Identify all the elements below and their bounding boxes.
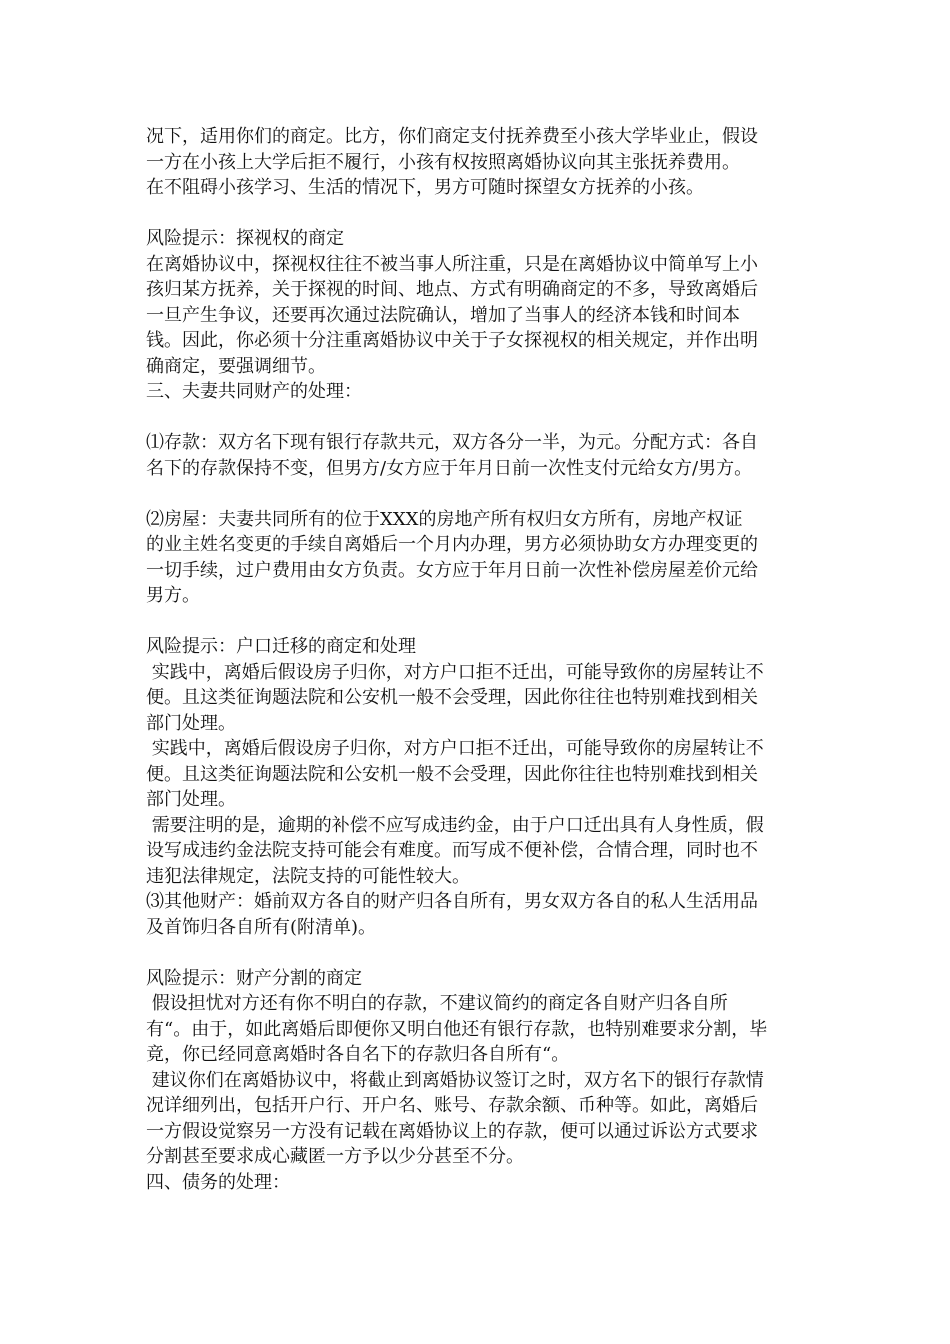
text-line: ⑵房屋：夫妻共同所有的位于XXX的房地产所有权归女方所有，房地产权证 (146, 508, 743, 530)
text-line: 需要注明的是，逾期的补偿不应写成违约金，由于户口迁出具有人身性质，假 (146, 814, 764, 836)
text-line: 一方在小孩上大学后拒不履行，小孩有权按照离婚协议向其主张抚养费用。 (146, 151, 740, 173)
text-line: 设写成违约金法院支持可能会有难度。而写成不便补偿，合情合理，同时也不 (146, 840, 758, 861)
text-line: 及首饰归各自所有(附清单)。 (146, 916, 377, 938)
text-line: 在离婚协议中，探视权往往不被当事人所注重，只是在离婚协议中简单写上小 (146, 253, 758, 275)
text-line: 部门处理。 (146, 789, 236, 810)
text-line: 确商定，要强调细节。 (146, 355, 326, 377)
text-line: 名下的存款保持不变，但男方/女方应于年月日前一次性支付元给女方/男方。 (146, 457, 753, 479)
text-line: 风险提示：财产分割的商定 (146, 967, 362, 989)
blank-line (146, 481, 806, 507)
text-line: 有“。由于，如此离婚后即便你又明白他还有银行存款，也特别难要求分割，毕 (146, 1018, 768, 1040)
blank-line (146, 940, 806, 966)
text-line: 部门处理。 (146, 712, 236, 734)
text-line: 实践中，离婚后假设房子归你，对方户口拒不迁出，可能导致你的房屋转让不 (146, 738, 764, 759)
text-line: 实践中，离婚后假设房子归你，对方户口拒不迁出，可能导致你的房屋转让不 (146, 661, 764, 683)
text-line: 竟，你已经同意离婚时各自名下的存款归各自所有“。 (146, 1044, 570, 1065)
text-line: ⑴存款：双方名下现有银行存款共元，双方各分一半，为元。分配方式：各自 (146, 432, 758, 453)
text-line: 假设担忧对方还有你不明白的存款，不建议简约的商定各自财产归各自所 (146, 993, 728, 1014)
text-line: 便。且这类征询题法院和公安机一般不会受理，因此你往往也特别难找到相关 (146, 763, 758, 785)
text-line: 分割甚至要求成心藏匿一方予以少分甚至不分。 (146, 1146, 524, 1167)
text-line: 一旦产生争议，还要再次通过法院确认，增加了当事人的经济本钱和时间本 (146, 304, 740, 326)
text-line: 便。且这类征询题法院和公安机一般不会受理，因此你往往也特别难找到相关 (146, 687, 758, 708)
text-line: 建议你们在离婚协议中，将截止到离婚协议签订之时，双方名下的银行存款情 (146, 1069, 764, 1091)
text-line: 风险提示：户口迁移的商定和处理 (146, 636, 416, 657)
text-line: 在不阻碍小孩学习、生活的情况下，男方可随时探望女方抚养的小孩。 (146, 177, 704, 198)
text-line: 风险提示：探视权的商定 (146, 228, 344, 249)
blank-line (146, 609, 806, 635)
text-line: 男方。 (146, 585, 200, 606)
text-line: ⑶其他财产：婚前双方各自的财产归各自所有，男女双方各自的私人生活用品 (146, 891, 758, 912)
text-line: 违犯法律规定，法院支持的可能性较大。 (146, 865, 470, 887)
document-body (146, 124, 806, 1195)
text-line: 四、债务的处理： (146, 1171, 290, 1193)
text-line: 孩归某方抚养，关于探视的时间、地点、方式有明确商定的不多，导致离婚后 (146, 279, 758, 300)
text-line: 一方假设觉察另一方没有记载在离婚协议上的存款，便可以通过诉讼方式要求 (146, 1120, 758, 1142)
text-line: 况详细列出，包括开户行、开户名、账号、存款余额、币种等。如此，离婚后 (146, 1095, 758, 1116)
blank-line (146, 405, 806, 431)
text-line: 一切手续，过户费用由女方负责。女方应于年月日前一次性补偿房屋差价元给 (146, 559, 758, 581)
blank-line (146, 201, 806, 227)
text-line: 三、夫妻共同财产的处理： (146, 381, 362, 402)
text-line: 钱。因此，你必须十分注重离婚协议中关于子女探视权的相关规定，并作出明 (146, 330, 758, 351)
text-line: 的业主姓名变更的手续自离婚后一个月内办理，男方必须协助女方办理变更的 (146, 534, 758, 555)
text-line: 况下，适用你们的商定。比方，你们商定支付抚养费至小孩大学毕业止，假设 (146, 126, 758, 147)
